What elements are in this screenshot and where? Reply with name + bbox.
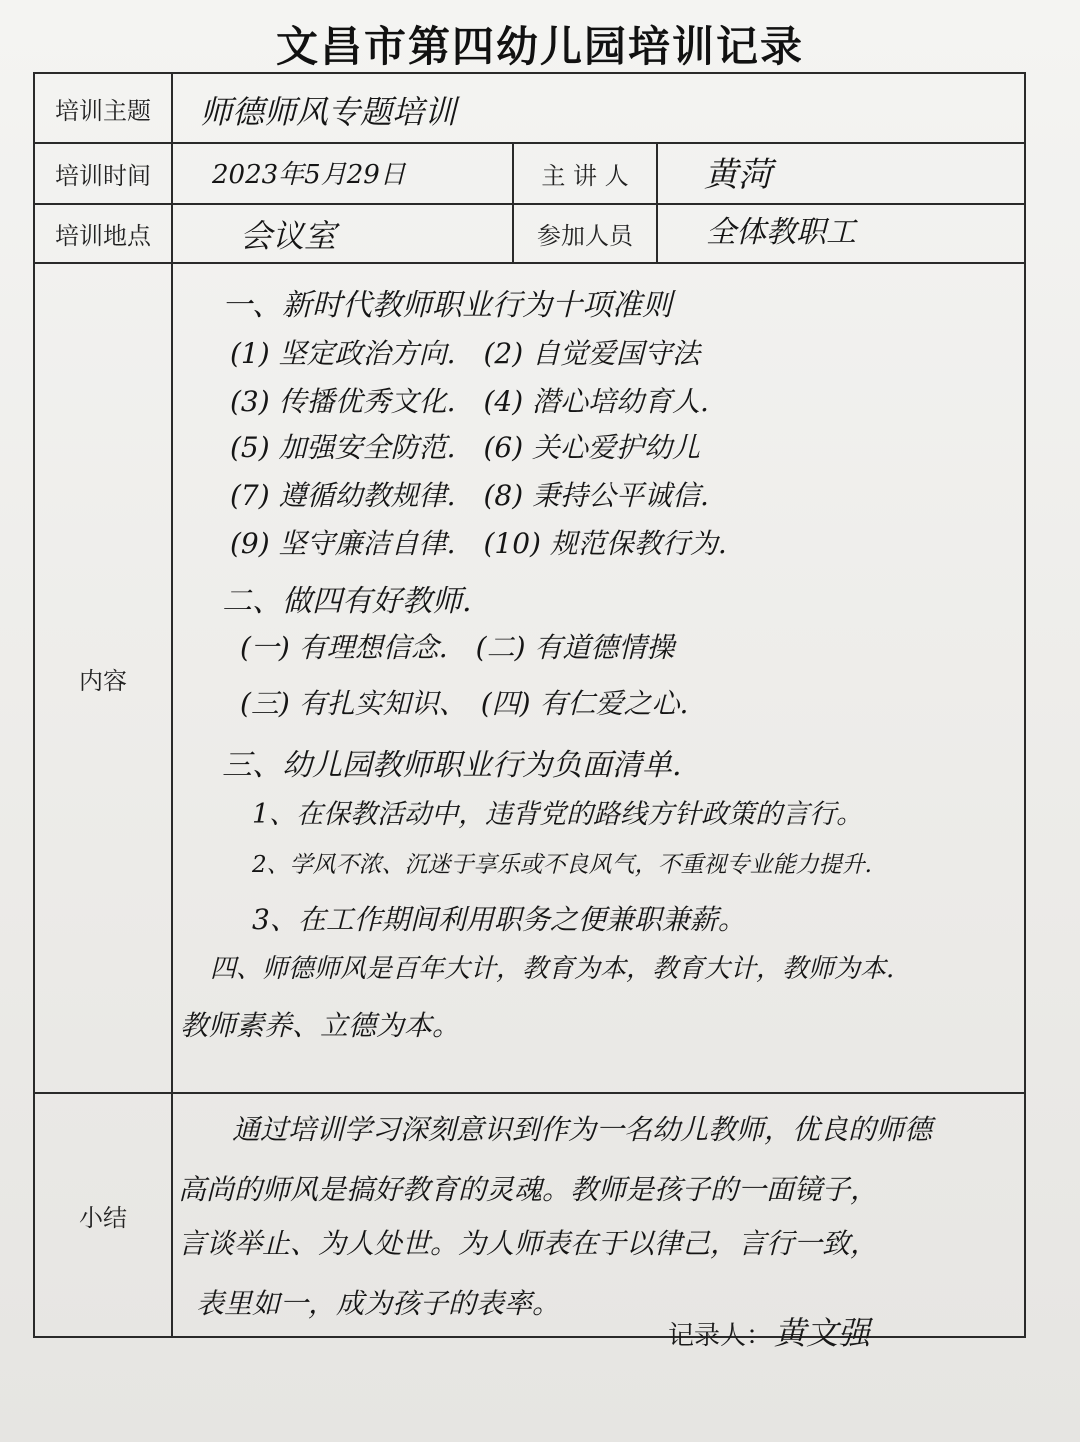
- content-line: 教师素养、立德为本。: [180, 1009, 461, 1042]
- time-label: 培训时间: [55, 162, 151, 190]
- content-line: 1、在保教活动中，违背党的路线方针政策的言行。: [252, 799, 864, 830]
- place-value: 会议室: [240, 217, 337, 255]
- recorder-label: 记录人：: [668, 1321, 773, 1351]
- content-line: (3) 传播优秀文化. (4) 潜心培幼育人.: [230, 385, 709, 418]
- content-line: (7) 遵循幼教规律. (8) 秉持公平诚信.: [230, 479, 709, 512]
- col-divider: [656, 142, 658, 263]
- topic-label: 培训主题: [55, 96, 151, 125]
- time-value: 2023年5月29日: [212, 160, 406, 190]
- content-line: (三) 有扎实知识、 (四) 有仁爱之心.: [240, 687, 689, 720]
- col-divider: [171, 72, 173, 1338]
- content-line: 四、师德师风是百年大计，教育为本，教育大计，教师为本.: [210, 954, 895, 984]
- content-line: 二、做四有好教师.: [222, 584, 472, 619]
- row-divider: [33, 1092, 1026, 1094]
- content-line: 三、幼儿园教师职业行为负面清单.: [222, 748, 682, 783]
- place-label: 培训地点: [55, 222, 151, 250]
- content-line: 2、学风不浓、沉迷于享乐或不良风气，不重视专业能力提升.: [252, 852, 872, 878]
- content-line: 一、新时代教师职业行为十项准则: [222, 288, 672, 323]
- content-line: (1) 坚定政治方向. (2) 自觉爱国守法: [230, 337, 701, 370]
- attendees-label: 参加人员: [537, 222, 633, 250]
- summary-line: 高尚的师风是搞好教育的灵魂。教师是孩子的一面镜子，: [178, 1173, 879, 1206]
- summary-label: 小结: [79, 1203, 127, 1232]
- summary-line: 言谈举止、为人处世。为人师表在于以律己，言行一致，: [178, 1227, 879, 1260]
- attendees-value: 全体教职工: [706, 215, 856, 250]
- summary-line: 通过培训学习深刻意识到作为一名幼儿教师，优良的师德: [232, 1113, 933, 1146]
- topic-value: 师德师风专题培训: [200, 93, 457, 131]
- speaker-value: 黄菏: [704, 155, 772, 195]
- page-title: 文昌市第四幼儿园培训记录: [275, 22, 804, 71]
- row-divider: [33, 262, 1026, 264]
- content-line: (一) 有理想信念. (二) 有道德情操: [240, 631, 675, 664]
- speaker-label: 主 讲 人: [541, 162, 629, 190]
- summary-line: 表里如一，成为孩子的表率。: [196, 1287, 561, 1320]
- content-line: 3、在工作期间利用职务之便兼职兼薪。: [252, 903, 746, 936]
- content-label: 内容: [79, 666, 127, 695]
- recorder: [668, 1308, 870, 1354]
- content-line: (5) 加强安全防范. (6) 关心爱护幼儿: [230, 431, 701, 464]
- content-line: (9) 坚守廉洁自律. (10) 规范保教行为.: [230, 527, 727, 560]
- recorder-signature: 黄文强: [774, 1314, 871, 1352]
